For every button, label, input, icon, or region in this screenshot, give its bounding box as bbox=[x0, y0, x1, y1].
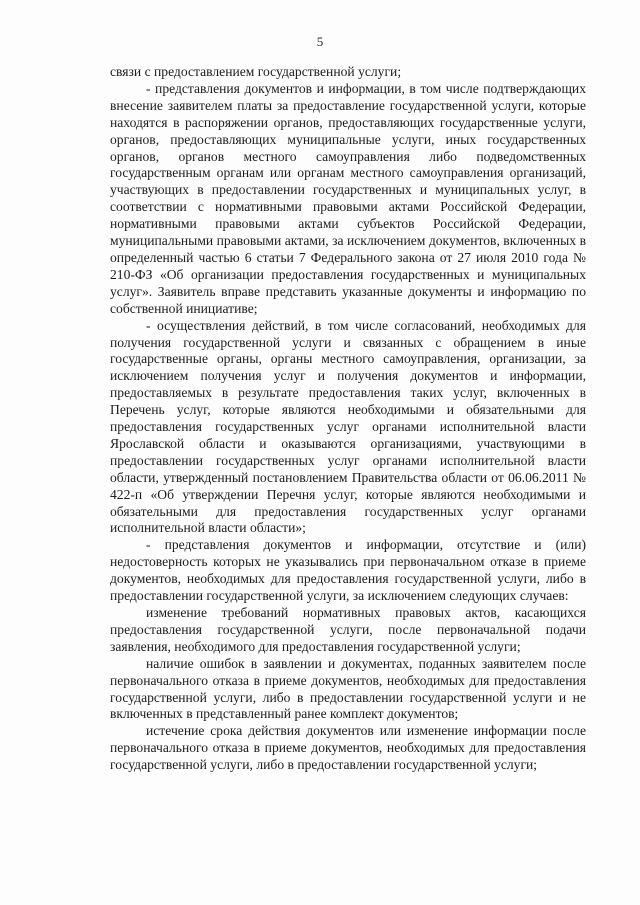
paragraph-3: - осуществления действий, в том числе согласований, необходимых для получения государственной услуги и связанных с обращением в иные государственные органы, органы местного самоуправления, организации, за исключением получения услуг и получения документов и информации, предоставляемых в результате предоставления таких услуг, включенных в Перечень услуг, которые являются необходимыми и обязательными для предоставления государственных услуг органами исполнительной власти Ярославской области и оказываются организациями, участвующими в предоставлении государственных услуг органами исполнительной власти области, утвержденный постановлением Правительства области от 06.06.2011 № 422-п «Об утверждении Перечня услуг, которые являются необходимыми и обязательными для предоставления государственных услуг органами исполнительной власти области»; bbox=[110, 317, 586, 536]
paragraph-1: связи с предоставлением государственной услуги; bbox=[110, 64, 402, 79]
document-body bbox=[110, 64, 586, 774]
paragraph-2: - представления документов и информации, в том числе подтверждающих внесение заявителем платы за предоставление государственной услуги, которые находятся в распоряжении органов, предоставляющих государственные услуги, органов, предоставляющих муниципальные услуги, иных государственных органов, органов местного самоуправления либо подведомственных государственным органам или органам местного самоуправления организаций, участвующих в предоставлении государственных и муниципальных услуг, в соответствии с нормативными правовыми актами Российской Федерации, нормативными правовыми актами субъектов Российской Федерации, муниципальными правовыми актами, за исключением документов, включенных в определенный частью 6 статьи 7 Федерального закона от 27 июля 2010 года № 210-ФЗ «Об организации предоставления государственных и муниципальных услуг». Заявитель вправе представить указанные документы и информацию по собственной инициативе; bbox=[110, 80, 586, 316]
page-number: 5 bbox=[316, 34, 324, 49]
paragraph-4: - представления документов и информации, отсутствие и (или) недостоверность которых не указывались при первоначальном отказе в приеме документов, необходимых для предоставления государственной услуги, либо в предоставлении государственной услуги, за исключением следующих случаев: bbox=[110, 537, 586, 604]
paragraph-6: наличие ошибок в заявлении и документах, поданных заявителем после первоначального отказа в приеме документов, необходимых для предоставления государственной услуги, либо в предоставлении государственной услуги и не включенных в представленный ранее комплект документов; bbox=[110, 655, 586, 722]
paragraph-7: истечение срока действия документов или изменение информации после первоначального отказа в приеме документов, необходимых для предоставления государственной услуги, либо в предоставлении государственной услуги; bbox=[110, 723, 586, 773]
paragraph-5: изменение требований нормативных правовых актов, касающихся предоставления государственной услуги, после первоначальной подачи заявления, необходимого для предоставления государственной услуги; bbox=[110, 605, 586, 654]
